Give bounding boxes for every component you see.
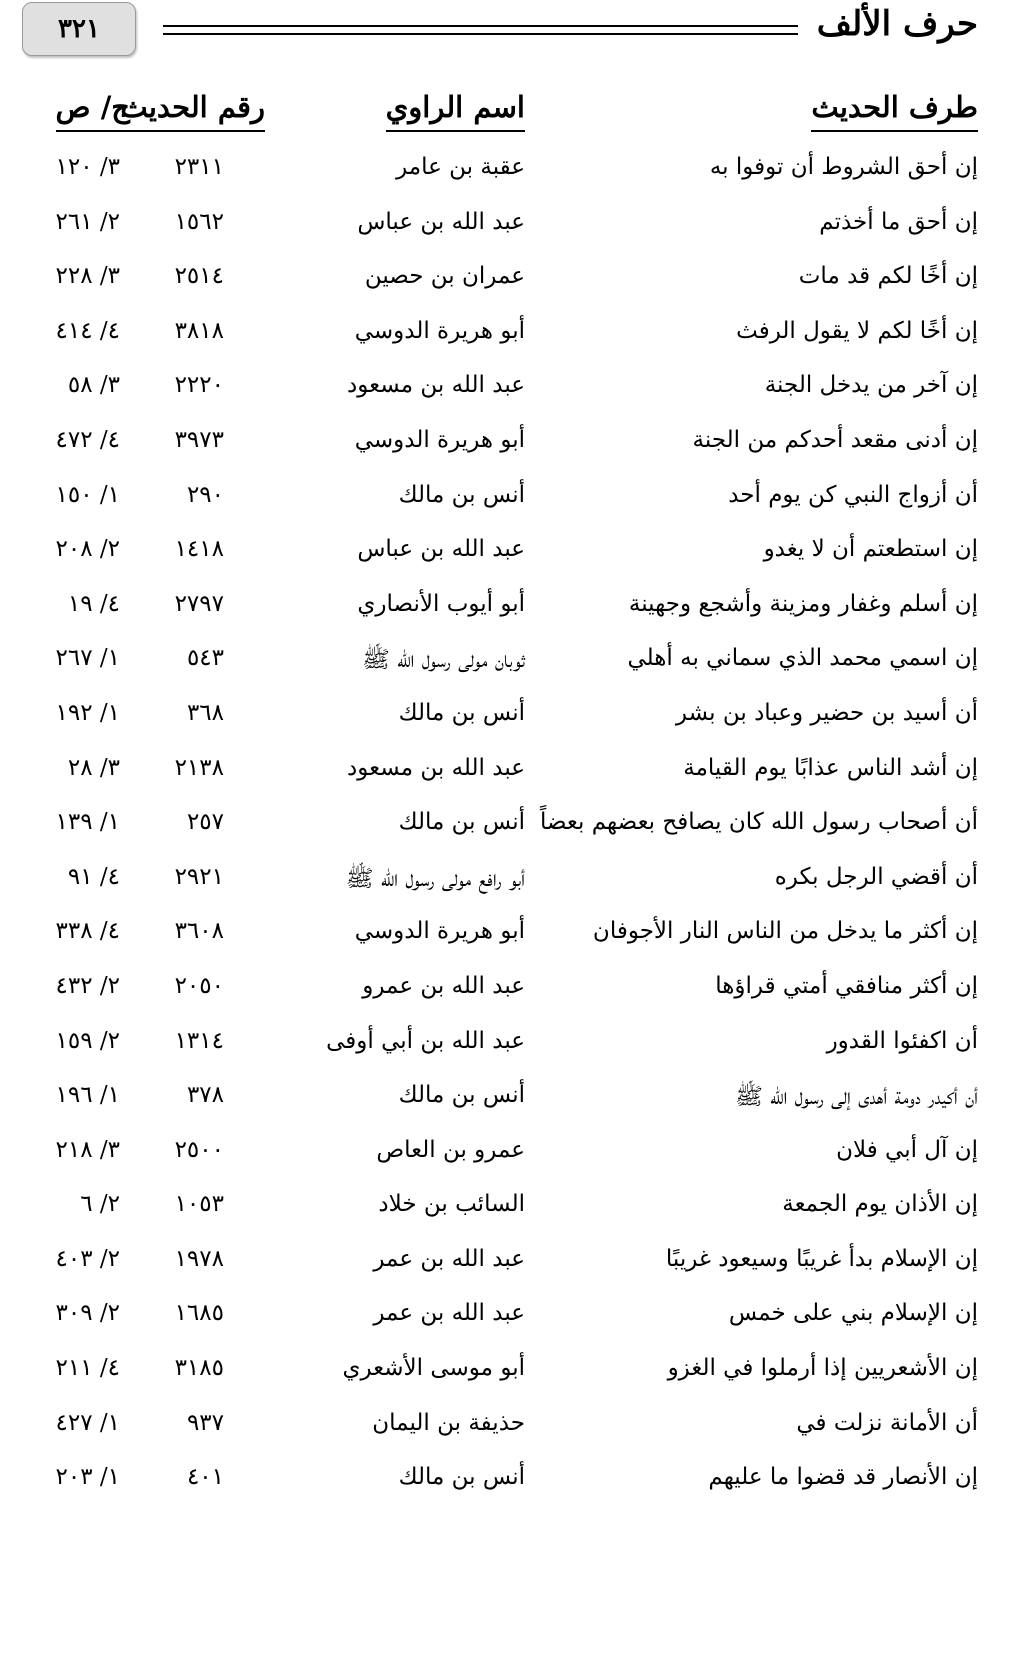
- chapter-title: حرف الألف: [816, 4, 978, 44]
- hadith-text-cell: أن أقضي الرجل بكره: [774, 863, 978, 890]
- volume-page-cell: ٣/ ٢٨: [67, 754, 120, 781]
- narrator-cell: أنس بن مالك: [398, 1464, 525, 1491]
- volume-page-cell: ١/ ٢٠٣: [55, 1464, 120, 1491]
- narrator-cell: عبد الله بن عمر: [373, 1300, 525, 1327]
- page-header: [0, 0, 1010, 70]
- table-row: [0, 969, 1010, 1024]
- hadith-text-cell: إن أحق الشروط أن توفوا به: [709, 154, 978, 180]
- hadith-text-cell: إن آل أبي فلان: [836, 1136, 978, 1163]
- hadith-text-cell: أن أسيد بن حضير وعباد بن بشر: [675, 699, 978, 726]
- table-row: [0, 696, 1010, 751]
- table-row: [0, 641, 1010, 696]
- table-row: [0, 423, 1010, 478]
- table-row: [0, 150, 1010, 205]
- column-header-volume-page: ج/ ص: [56, 90, 130, 132]
- hadith-text-cell: إن الإسلام بني على خمس: [728, 1300, 978, 1327]
- volume-page-cell: ٣/ ٢٢٨: [55, 263, 120, 290]
- page-number-badge: [22, 2, 136, 56]
- hadith-number-cell: ٢٢٢٠: [174, 372, 224, 399]
- volume-page-cell: ٣/ ١٢٠: [55, 154, 120, 180]
- volume-page-cell: ٢/ ١٥٩: [55, 1027, 120, 1054]
- table-row: [0, 1133, 1010, 1188]
- narrator-cell: أبو موسى الأشعري: [342, 1355, 525, 1382]
- column-headers: [0, 90, 1010, 145]
- narrator-cell: عبد الله بن عمر: [373, 1245, 525, 1272]
- hadith-number-cell: ١٩٧٨: [174, 1245, 224, 1272]
- volume-page-cell: ٢/ ٢٦١: [55, 208, 120, 235]
- hadith-number-cell: ١٥٦٢: [174, 208, 224, 235]
- hadith-number-cell: ٣٩٧٣: [174, 426, 224, 453]
- volume-page-cell: ٢/ ٤٣٢: [55, 972, 120, 999]
- narrator-cell: عبد الله بن أبي أوفى: [326, 1027, 525, 1054]
- hadith-text-cell: إن أشد الناس عذابًا يوم القيامة: [683, 754, 978, 781]
- hadith-number-cell: ٢٥٠٠: [174, 1136, 224, 1163]
- hadith-text-cell: إن أدنى مقعد أحدكم من الجنة: [692, 426, 978, 453]
- narrator-cell: أبو هريرة الدوسي: [354, 317, 525, 344]
- volume-page-cell: ١/ ١٥٠: [55, 481, 120, 508]
- table-row: [0, 1406, 1010, 1461]
- hadith-number-cell: ٣٧٨: [186, 1082, 224, 1109]
- hadith-number-cell: ٢٠٥٠: [174, 972, 224, 999]
- narrator-cell: أنس بن مالك: [398, 809, 525, 836]
- hadith-text-cell: إن الإسلام بدأ غريبًا وسيعود غريبًا: [665, 1245, 978, 1272]
- narrator-cell: عمران بن حصين: [364, 263, 525, 290]
- hadith-text-cell: إن أكثر منافقي أمتي قراؤها: [715, 972, 978, 999]
- table-row: [0, 1187, 1010, 1242]
- volume-page-cell: ١/ ١٩٦: [55, 1082, 120, 1109]
- column-header-hadith-text: طرف الحديث: [811, 90, 978, 132]
- hadith-text-cell: إن أحق ما أخذتم: [819, 208, 978, 235]
- hadith-number-cell: ٢٩٢١: [174, 863, 224, 890]
- volume-page-cell: ٣/ ٥٨: [67, 372, 120, 399]
- narrator-cell: عبد الله بن عباس: [357, 536, 525, 563]
- narrator-cell: عبد الله بن عمرو: [362, 972, 525, 999]
- hadith-text-cell: إن الأنصار قد قضوا ما عليهم: [708, 1464, 978, 1491]
- header-rule: [163, 33, 798, 35]
- hadith-number-cell: ٣١٨٥: [174, 1355, 224, 1382]
- table-row: [0, 1296, 1010, 1351]
- table-row: [0, 532, 1010, 587]
- hadith-number-cell: ٩٣٧: [186, 1409, 224, 1436]
- narrator-cell: عبد الله بن مسعود: [347, 754, 525, 781]
- hadith-text-cell: إن اسمي محمد الذي سماني به أهلي: [627, 645, 978, 672]
- hadith-number-cell: ١٤١٨: [174, 536, 224, 563]
- volume-page-cell: ٤/ ٣٣٨: [55, 918, 120, 945]
- volume-page-cell: ٤/ ٩١: [67, 863, 120, 890]
- hadith-number-cell: ٥٤٣: [186, 645, 224, 672]
- hadith-number-cell: ٣٦٠٨: [174, 918, 224, 945]
- hadith-number-cell: ١٠٥٣: [174, 1191, 224, 1218]
- hadith-number-cell: ١٣١٤: [174, 1027, 224, 1054]
- volume-page-cell: ٤/ ٤٧٢: [55, 426, 120, 453]
- hadith-text-cell: إن أخًا لكم قد مات: [798, 263, 978, 290]
- volume-page-cell: ٢/ ٢٠٨: [55, 536, 120, 563]
- hadith-number-cell: ٢٩٠: [186, 481, 224, 508]
- narrator-cell: أنس بن مالك: [398, 699, 525, 726]
- narrator-cell: أبو رافع مولى رسول الله ﷺ: [345, 865, 525, 892]
- volume-page-cell: ١/ ٢٦٧: [55, 645, 120, 672]
- volume-page-cell: ١/ ٤٢٧: [55, 1409, 120, 1436]
- narrator-cell: ثوبان مولى رسول الله ﷺ: [362, 647, 525, 674]
- narrator-cell: عقبة بن عامر: [396, 154, 525, 180]
- hadith-number-cell: ٢٥٧: [186, 809, 224, 836]
- narrator-cell: أنس بن مالك: [398, 1082, 525, 1109]
- hadith-text-cell: أن أكيدر دومة أهدى إلى رسول الله ﷺ: [735, 1084, 978, 1111]
- narrator-cell: عبد الله بن عباس: [357, 208, 525, 235]
- hadith-text-cell: إن أكثر ما يدخل من الناس النار الأجوفان: [592, 918, 978, 945]
- table-row: [0, 587, 1010, 642]
- column-header-narrator: اسم الراوي: [386, 90, 525, 132]
- narrator-cell: عمرو بن العاص: [376, 1136, 525, 1163]
- table-row: [0, 205, 1010, 260]
- table-row: [0, 259, 1010, 314]
- narrator-cell: عبد الله بن مسعود: [347, 372, 525, 399]
- hadith-text-cell: إن استطعتم أن لا يغدو: [763, 536, 978, 563]
- narrator-cell: أبو أيوب الأنصاري: [357, 590, 525, 617]
- page-number: ٣٢١: [58, 14, 100, 44]
- index-table: [0, 150, 1010, 1515]
- volume-page-cell: ٤/ ٢١١: [55, 1355, 120, 1382]
- hadith-number-cell: ٢٣١١: [174, 154, 224, 180]
- hadith-number-cell: ٤٠١: [186, 1464, 224, 1491]
- volume-page-cell: ١/ ١٣٩: [55, 809, 120, 836]
- narrator-cell: أبو هريرة الدوسي: [354, 918, 525, 945]
- table-row: [0, 1460, 1010, 1515]
- table-row: [0, 860, 1010, 915]
- volume-page-cell: ٢/ ٦: [80, 1191, 120, 1218]
- table-row: [0, 368, 1010, 423]
- table-row: [0, 914, 1010, 969]
- volume-page-cell: ٤/ ٤١٤: [55, 317, 120, 344]
- table-row: [0, 805, 1010, 860]
- volume-page-cell: ٢/ ٣٠٩: [55, 1300, 120, 1327]
- narrator-cell: السائب بن خلاد: [378, 1191, 525, 1218]
- hadith-number-cell: ٣٨١٨: [174, 317, 224, 344]
- narrator-cell: حذيفة بن اليمان: [372, 1409, 525, 1436]
- header-rule: [163, 25, 798, 27]
- hadith-number-cell: ٢٧٩٧: [174, 590, 224, 617]
- hadith-text-cell: إن الأشعريين إذا أرملوا في الغزو: [667, 1355, 978, 1382]
- table-row: [0, 1024, 1010, 1079]
- volume-page-cell: ١/ ١٩٢: [55, 699, 120, 726]
- hadith-text-cell: إن الأذان يوم الجمعة: [782, 1191, 978, 1218]
- volume-page-cell: ٤/ ١٩: [67, 590, 120, 617]
- volume-page-cell: ٢/ ٤٠٣: [55, 1245, 120, 1272]
- hadith-text-cell: أن اكفئوا القدور: [826, 1027, 978, 1054]
- hadith-text-cell: إن آخر من يدخل الجنة: [764, 372, 978, 399]
- hadith-number-cell: ٣٦٨: [186, 699, 224, 726]
- table-row: [0, 478, 1010, 533]
- hadith-text-cell: إن أسلم وغفار ومزينة وأشجع وجهينة: [628, 590, 978, 617]
- volume-page-cell: ٣/ ٢١٨: [55, 1136, 120, 1163]
- hadith-number-cell: ٢٥١٤: [174, 263, 224, 290]
- hadith-text-cell: أن أصحاب رسول الله كان يصافح بعضهم بعضاً: [539, 809, 978, 836]
- table-row: [0, 314, 1010, 369]
- hadith-text-cell: أن أزواج النبي كن يوم أحد: [728, 481, 978, 508]
- hadith-text-cell: إن أخًا لكم لا يقول الرفث: [736, 317, 978, 344]
- table-row: [0, 1242, 1010, 1297]
- table-row: [0, 1351, 1010, 1406]
- table-row: [0, 1078, 1010, 1133]
- hadith-number-cell: ١٦٨٥: [174, 1300, 224, 1327]
- narrator-cell: أنس بن مالك: [398, 481, 525, 508]
- hadith-text-cell: أن الأمانة نزلت في: [796, 1409, 978, 1436]
- table-row: [0, 751, 1010, 806]
- column-header-hadith-number: رقم الحديث: [120, 90, 265, 132]
- hadith-number-cell: ٢١٣٨: [174, 754, 224, 781]
- narrator-cell: أبو هريرة الدوسي: [354, 426, 525, 453]
